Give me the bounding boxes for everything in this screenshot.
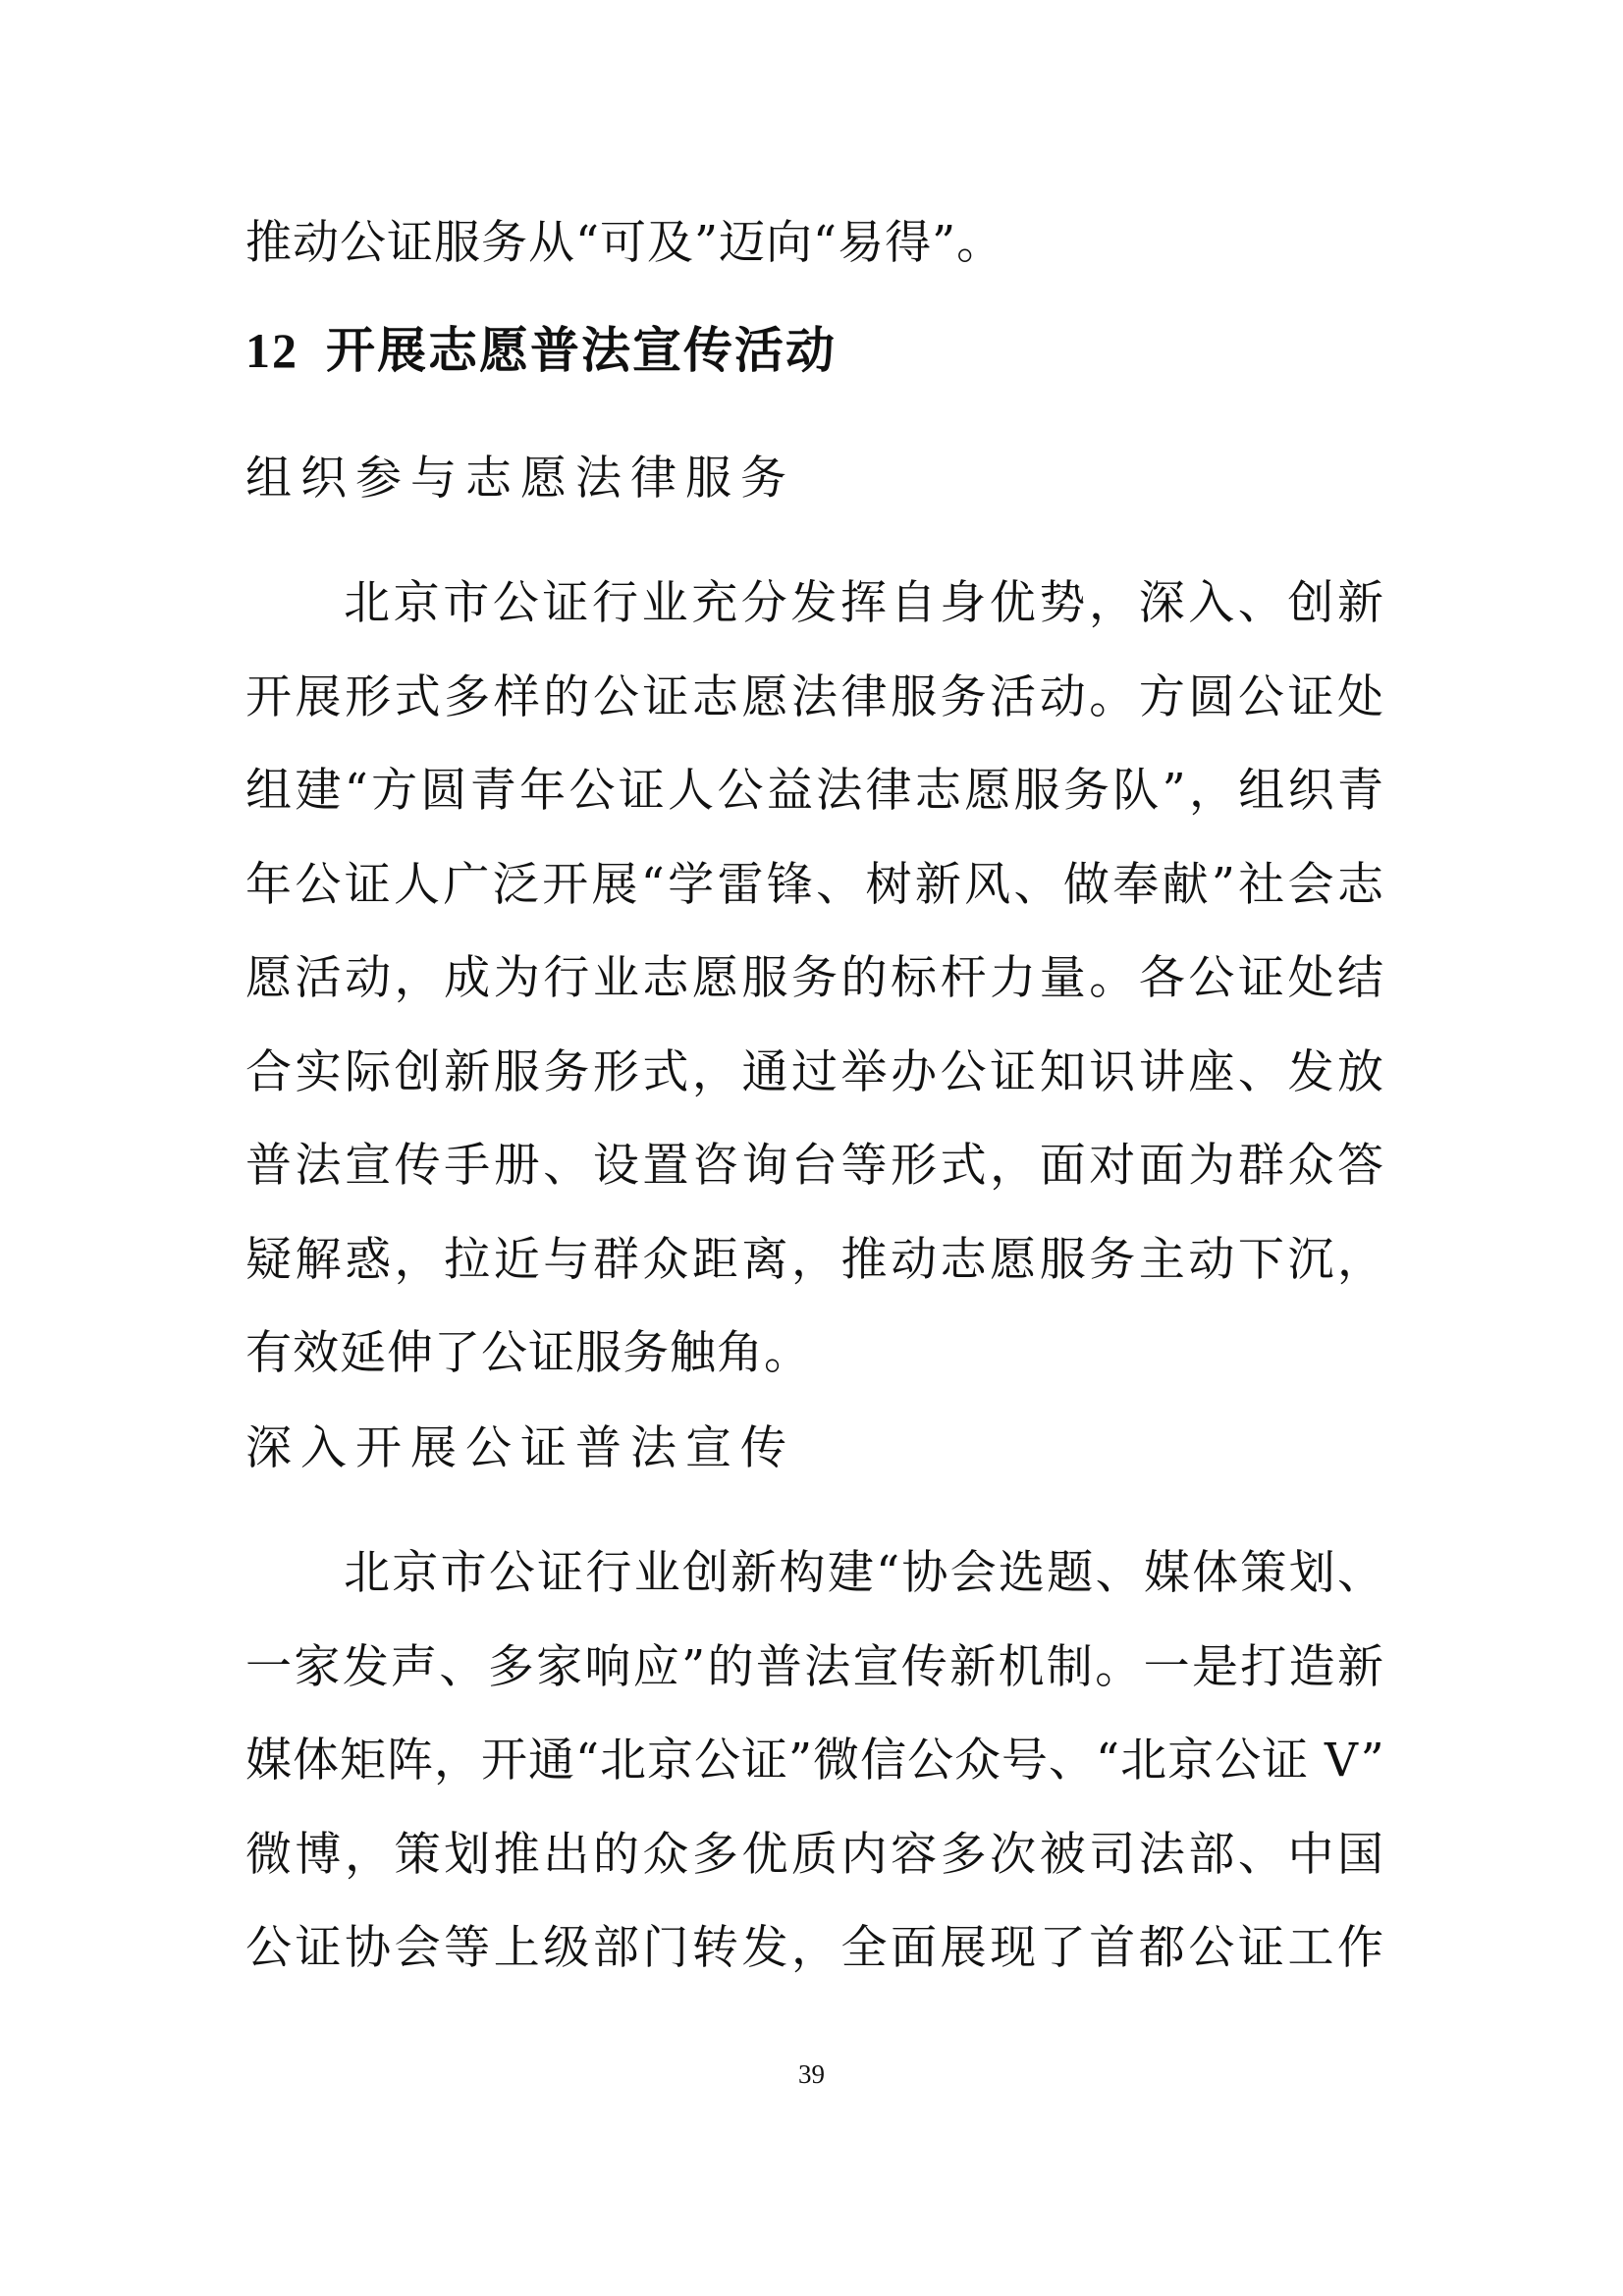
paragraph-line: 微博，策划推出的众多优质内容多次被司法部、中国: [245, 1828, 1384, 1882]
paragraph-line: 组建“方圆青年公证人公益法律志愿服务队”，组织青: [245, 764, 1384, 818]
paragraph-line: 媒体矩阵，开通“北京公证”微信公众号、“北京公证 V”: [245, 1734, 1385, 1788]
paragraph-line: 一家发声、多家响应”的普法宣传新机制。一是打造新: [245, 1640, 1384, 1694]
subheading-notary-law-publicity: 深入开展公证普法宣传: [245, 1421, 795, 1475]
paragraph-line: 公证协会等上级部门转发，全面展现了首都公证工作: [245, 1921, 1384, 1975]
paragraph-line: 合实际创新服务形式，通过举办公证知识讲座、发放: [245, 1045, 1384, 1099]
section-title-text: 开展志愿普法宣传活动: [326, 322, 837, 379]
paragraph-line: 有效延伸了公证服务触角。: [245, 1326, 811, 1380]
continuation-line: 推动公证服务从“可及”迈向“易得”。: [245, 216, 1004, 270]
paragraph-line: 疑解惑，拉近与群众距离，推动志愿服务主动下沉，: [245, 1233, 1384, 1287]
paragraph-line: 北京市公证行业充分发挥自身优势，深入、创新: [344, 576, 1384, 630]
section-title: [245, 316, 837, 385]
paragraph-line: 开展形式多样的公证志愿法律服务活动。方圆公证处: [245, 670, 1384, 724]
paragraph-line: 普法宣传手册、设置咨询台等形式，面对面为群众答: [245, 1139, 1384, 1193]
paragraph-line: 年公证人广泛开展“学雷锋、树新风、做奉献”社会志: [245, 858, 1384, 912]
section-number: 12: [245, 323, 298, 378]
page-number: 39: [798, 2059, 825, 2089]
paragraph-line: 愿活动，成为行业志愿服务的标杆力量。各公证处结: [245, 951, 1384, 1005]
paragraph-line: 北京市公证行业创新构建“协会选题、媒体策划、: [344, 1546, 1384, 1600]
subheading-volunteer-legal-service: 组织参与志愿法律服务: [245, 452, 795, 506]
